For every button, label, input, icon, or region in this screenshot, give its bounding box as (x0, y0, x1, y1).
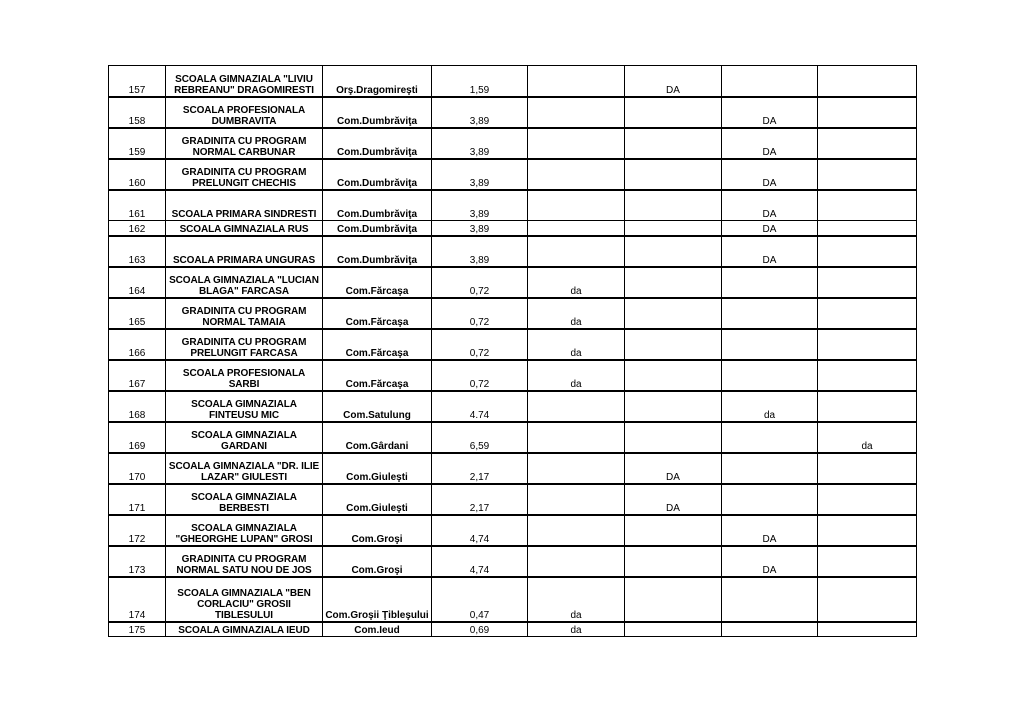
value: 3,89 (432, 97, 528, 128)
table-row (109, 221, 917, 236)
column-4-mark (818, 97, 917, 128)
column-1-mark (528, 422, 625, 453)
column-4-mark (818, 190, 917, 221)
column-3-mark: DA (722, 546, 818, 577)
value: 0,72 (432, 298, 528, 329)
schools-table (108, 65, 917, 637)
table-row (109, 159, 917, 190)
column-4-mark (818, 546, 917, 577)
column-4-mark (818, 128, 917, 159)
table-row (109, 484, 917, 515)
row-number: 158 (109, 97, 166, 128)
value: 2,17 (432, 484, 528, 515)
column-4-mark (818, 360, 917, 391)
row-number: 170 (109, 453, 166, 484)
locality: Com.Dumbrăviţa (323, 221, 432, 236)
column-1-mark (528, 128, 625, 159)
locality: Com.Dumbrăviţa (323, 236, 432, 267)
value: 3,89 (432, 221, 528, 236)
column-3-mark (722, 622, 818, 637)
column-3-mark (722, 484, 818, 515)
row-number: 169 (109, 422, 166, 453)
school-name: SCOALA GIMNAZIALA "LUCIAN BLAGA" FARCASA (166, 267, 323, 298)
column-1-mark (528, 66, 625, 97)
column-2-mark (625, 546, 722, 577)
column-3-mark: DA (722, 236, 818, 267)
table-row (109, 128, 917, 159)
row-number: 165 (109, 298, 166, 329)
value: 3,89 (432, 190, 528, 221)
column-3-mark (722, 267, 818, 298)
row-number: 172 (109, 515, 166, 546)
school-name: SCOALA GIMNAZIALA "DR. ILIE LAZAR" GIULESTI (166, 453, 323, 484)
column-1-mark: da (528, 267, 625, 298)
value: 6,59 (432, 422, 528, 453)
table-row (109, 236, 917, 267)
table-row (109, 66, 917, 97)
table-row (109, 577, 917, 622)
column-1-mark: da (528, 622, 625, 637)
column-3-mark (722, 360, 818, 391)
table-row (109, 622, 917, 637)
value: 0,69 (432, 622, 528, 637)
school-name: GRADINITA CU PROGRAM NORMAL CARBUNAR (166, 128, 323, 159)
column-1-mark (528, 546, 625, 577)
locality: Com.Satulung (323, 391, 432, 422)
row-number: 160 (109, 159, 166, 190)
column-4-mark: da (818, 422, 917, 453)
column-3-mark: DA (722, 190, 818, 221)
column-2-mark (625, 298, 722, 329)
locality: Com.Groşi (323, 546, 432, 577)
column-3-mark: DA (722, 221, 818, 236)
column-2-mark (625, 267, 722, 298)
column-4-mark (818, 577, 917, 622)
row-number: 171 (109, 484, 166, 515)
column-1-mark: da (528, 329, 625, 360)
column-2-mark (625, 391, 722, 422)
locality: Com.Fărcaşa (323, 298, 432, 329)
row-number: 157 (109, 66, 166, 97)
school-name: SCOALA GIMNAZIALA BERBESTI (166, 484, 323, 515)
column-4-mark (818, 484, 917, 515)
column-2-mark: DA (625, 453, 722, 484)
column-2-mark (625, 329, 722, 360)
locality: Com.Groşi (323, 515, 432, 546)
column-2-mark (625, 128, 722, 159)
school-name: SCOALA GIMNAZIALA "BEN CORLACIU" GROSII TIBLESULUI (166, 577, 323, 622)
row-number: 161 (109, 190, 166, 221)
locality: Orş.Dragomireşti (323, 66, 432, 97)
school-name: GRADINITA CU PROGRAM NORMAL TAMAIA (166, 298, 323, 329)
table-row (109, 360, 917, 391)
row-number: 175 (109, 622, 166, 637)
table-row (109, 546, 917, 577)
column-2-mark (625, 97, 722, 128)
column-2-mark (625, 360, 722, 391)
column-1-mark (528, 97, 625, 128)
table-row (109, 267, 917, 298)
column-4-mark (818, 66, 917, 97)
column-4-mark (818, 622, 917, 637)
row-number: 174 (109, 577, 166, 622)
locality: Com.Fărcaşa (323, 329, 432, 360)
locality: Com.Fărcaşa (323, 267, 432, 298)
value: 0,72 (432, 329, 528, 360)
locality: Com.Gârdani (323, 422, 432, 453)
table-row (109, 97, 917, 128)
column-2-mark (625, 190, 722, 221)
value: 3,89 (432, 159, 528, 190)
row-number: 163 (109, 236, 166, 267)
column-1-mark (528, 484, 625, 515)
locality: Com.Ieud (323, 622, 432, 637)
column-4-mark (818, 453, 917, 484)
column-4-mark (818, 329, 917, 360)
column-3-mark (722, 66, 818, 97)
row-number: 162 (109, 221, 166, 236)
table-row (109, 329, 917, 360)
row-number: 159 (109, 128, 166, 159)
locality: Com.Dumbrăviţa (323, 159, 432, 190)
value: 0,72 (432, 360, 528, 391)
school-name: SCOALA GIMNAZIALA "GHEORGHE LUPAN" GROSI (166, 515, 323, 546)
column-2-mark (625, 221, 722, 236)
column-1-mark (528, 515, 625, 546)
column-2-mark (625, 577, 722, 622)
column-3-mark: DA (722, 515, 818, 546)
table-row (109, 391, 917, 422)
row-number: 164 (109, 267, 166, 298)
column-3-mark: DA (722, 159, 818, 190)
column-2-mark: DA (625, 66, 722, 97)
column-1-mark: da (528, 360, 625, 391)
locality: Com.Groşii Ţibleşului (323, 577, 432, 622)
locality: Com.Dumbrăviţa (323, 97, 432, 128)
value: 4,74 (432, 546, 528, 577)
row-number: 173 (109, 546, 166, 577)
school-name: SCOALA PRIMARA SINDRESTI (166, 190, 323, 221)
column-4-mark (818, 267, 917, 298)
school-name: GRADINITA CU PROGRAM NORMAL SATU NOU DE JOS (166, 546, 323, 577)
value: 0,72 (432, 267, 528, 298)
column-1-mark: da (528, 298, 625, 329)
value: 4,74 (432, 515, 528, 546)
table-row (109, 298, 917, 329)
school-name: SCOALA GIMNAZIALA IEUD (166, 622, 323, 637)
column-4-mark (818, 159, 917, 190)
locality: Com.Giuleşti (323, 484, 432, 515)
column-1-mark (528, 159, 625, 190)
row-number: 166 (109, 329, 166, 360)
column-4-mark (818, 391, 917, 422)
column-4-mark (818, 236, 917, 267)
school-name: SCOALA PRIMARA UNGURAS (166, 236, 323, 267)
locality: Com.Dumbrăviţa (323, 190, 432, 221)
row-number: 168 (109, 391, 166, 422)
column-1-mark (528, 190, 625, 221)
locality: Com.Dumbrăviţa (323, 128, 432, 159)
school-name: GRADINITA CU PROGRAM PRELUNGIT CHECHIS (166, 159, 323, 190)
column-3-mark (722, 329, 818, 360)
column-3-mark: DA (722, 128, 818, 159)
column-1-mark (528, 221, 625, 236)
column-3-mark: da (722, 391, 818, 422)
column-1-mark (528, 453, 625, 484)
column-2-mark (625, 236, 722, 267)
value: 0,47 (432, 577, 528, 622)
locality: Com.Fărcaşa (323, 360, 432, 391)
row-number: 167 (109, 360, 166, 391)
column-2-mark: DA (625, 484, 722, 515)
column-3-mark (722, 453, 818, 484)
value: 2,17 (432, 453, 528, 484)
value: 3,89 (432, 236, 528, 267)
school-name: SCOALA PROFESIONALA DUMBRAVITA (166, 97, 323, 128)
column-4-mark (818, 221, 917, 236)
school-name: SCOALA GIMNAZIALA RUS (166, 221, 323, 236)
column-4-mark (818, 298, 917, 329)
table-row (109, 190, 917, 221)
column-2-mark (625, 159, 722, 190)
locality: Com.Giuleşti (323, 453, 432, 484)
column-3-mark (722, 298, 818, 329)
column-4-mark (818, 515, 917, 546)
column-1-mark (528, 236, 625, 267)
school-name: SCOALA GIMNAZIALA "LIVIU REBREANU" DRAGOMIRESTI (166, 66, 323, 97)
column-1-mark (528, 391, 625, 422)
value: 1,59 (432, 66, 528, 97)
column-2-mark (625, 515, 722, 546)
table-row (109, 422, 917, 453)
table-row (109, 453, 917, 484)
school-name: SCOALA GIMNAZIALA FINTEUSU MIC (166, 391, 323, 422)
school-name: SCOALA GIMNAZIALA GARDANI (166, 422, 323, 453)
value: 4.74 (432, 391, 528, 422)
column-3-mark: DA (722, 97, 818, 128)
value: 3,89 (432, 128, 528, 159)
school-name: SCOALA PROFESIONALA SARBI (166, 360, 323, 391)
column-3-mark (722, 422, 818, 453)
column-2-mark (625, 622, 722, 637)
column-3-mark (722, 577, 818, 622)
table-row (109, 515, 917, 546)
school-name: GRADINITA CU PROGRAM PRELUNGIT FARCASA (166, 329, 323, 360)
column-2-mark (625, 422, 722, 453)
column-1-mark: da (528, 577, 625, 622)
